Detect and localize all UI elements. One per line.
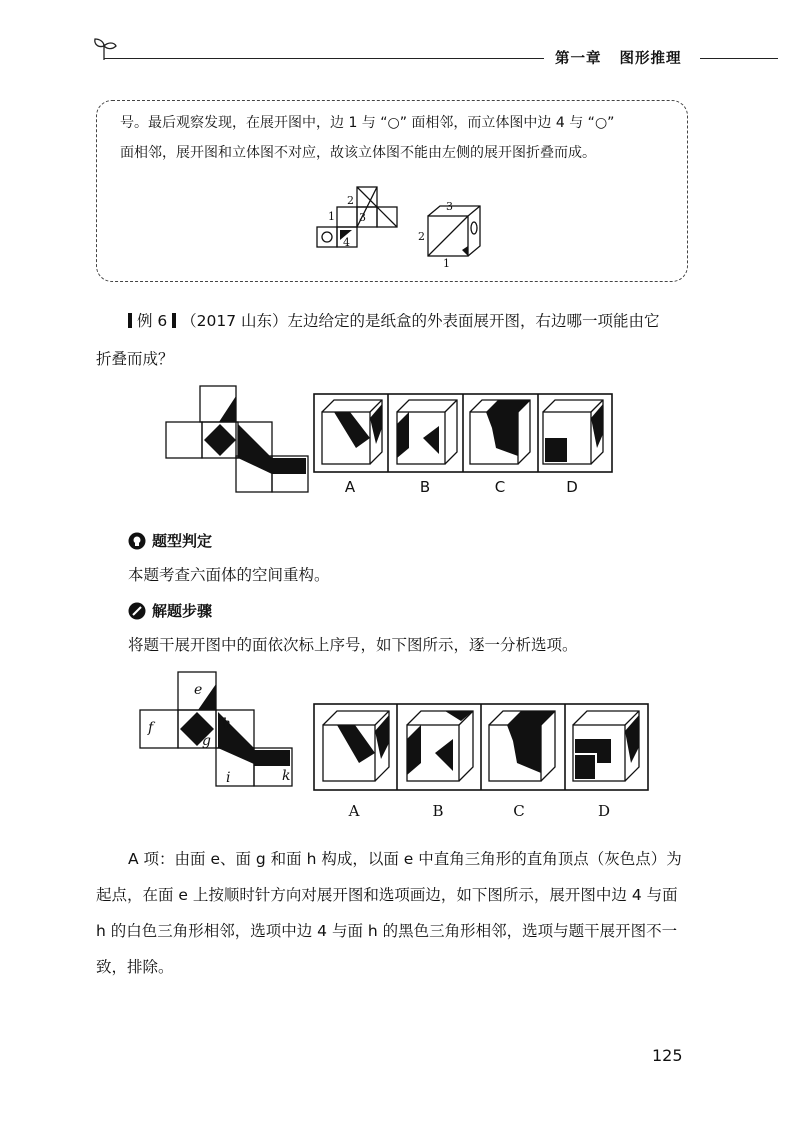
- note-label-3: 3: [359, 211, 366, 224]
- example-source: （2017 山东）: [181, 312, 288, 330]
- option-b-cube: [395, 398, 459, 468]
- analysis-line-2: 起点，在面 e 上按顺时针方向对展开图和选项画边，如下图所示，展开图中边 4 与面: [96, 886, 678, 904]
- option-label-d: D: [566, 478, 578, 496]
- option-d-cube: [541, 398, 605, 468]
- pen-icon: [128, 602, 146, 620]
- face-label-f: f: [148, 720, 154, 736]
- page-number: 125: [652, 1046, 683, 1065]
- example-question-line-1: [128, 308, 660, 334]
- steps-option-label-c: C: [513, 802, 525, 820]
- steps-option-a-cube: [321, 709, 391, 785]
- steps-option-label-d: D: [597, 802, 611, 820]
- analysis-line-3: h 的白色三角形相邻，选项中边 4 与面 h 的黑色三角形相邻，选项与题干展开图不一: [96, 922, 678, 940]
- face-label-i: i: [226, 770, 231, 786]
- note-net-diagram: [300, 185, 410, 265]
- example-question-1: 左边给定的是纸盒的外表面展开图，右边哪一项能由它: [287, 312, 660, 330]
- note-label-2: 2: [347, 194, 354, 207]
- option-label-c: C: [494, 478, 506, 496]
- chapter-label: 第一章: [555, 51, 602, 67]
- face-label-k: k: [282, 768, 291, 784]
- steps-option-c-cube: [487, 709, 557, 785]
- example-bar-left: [128, 313, 132, 328]
- note-cube-diagram: [420, 200, 490, 270]
- option-a-cube: [320, 398, 384, 468]
- labeled-net: [138, 670, 298, 794]
- type-text: 本题考查六面体的空间重构。: [128, 566, 330, 584]
- lightbulb-icon: [128, 532, 146, 550]
- face-label-g: g: [202, 733, 211, 749]
- steps-option-b-cube: [405, 709, 475, 785]
- option-label-b: B: [419, 478, 431, 496]
- steps-option-d-cube: [571, 709, 641, 785]
- header-rule-left: [104, 58, 544, 59]
- note-label-4: 4: [343, 236, 350, 249]
- steps-text: 将题干展开图中的面依次标上序号，如下图所示，逐一分析选项。: [128, 636, 578, 654]
- header-rule-right: [700, 58, 778, 59]
- option-label-a: A: [344, 478, 356, 496]
- example-question-line-2: 折叠而成？: [96, 350, 174, 368]
- steps-option-label-b: B: [432, 802, 444, 820]
- analysis-line-1: A 项：由面 e、面 g 和面 h 构成，以面 e 中直角三角形的直角顶点（灰色点）为: [128, 850, 682, 868]
- analysis-line-4: 致，排除。: [96, 958, 174, 976]
- note-line-1: 号。最后观察发现，在展开图中，边 1 与 “○” 面相邻，而立体图中边 4 与 “○”: [120, 115, 615, 131]
- note-line-2: 面相邻，展开图和立体图不对应，故该立体图不能由左侧的展开图折叠而成。: [120, 145, 596, 161]
- face-label-e: e: [194, 682, 203, 698]
- steps-option-label-a: A: [348, 802, 360, 820]
- header-title: [555, 47, 682, 68]
- example-bar-right: [172, 313, 176, 328]
- cube-label-2: 2: [418, 230, 425, 243]
- option-c-cube: [468, 398, 532, 468]
- face-label-h: h: [222, 716, 232, 732]
- example-tag: 例 6: [136, 312, 168, 330]
- steps-heading: 解题步骤: [152, 602, 213, 620]
- cube-label-1: 1: [443, 257, 450, 270]
- chapter-title: 图形推理: [619, 51, 682, 67]
- type-heading: 题型判定: [152, 532, 213, 550]
- note-label-1: 1: [328, 210, 335, 223]
- cube-label-3: 3: [446, 200, 453, 213]
- example-net: [164, 384, 314, 494]
